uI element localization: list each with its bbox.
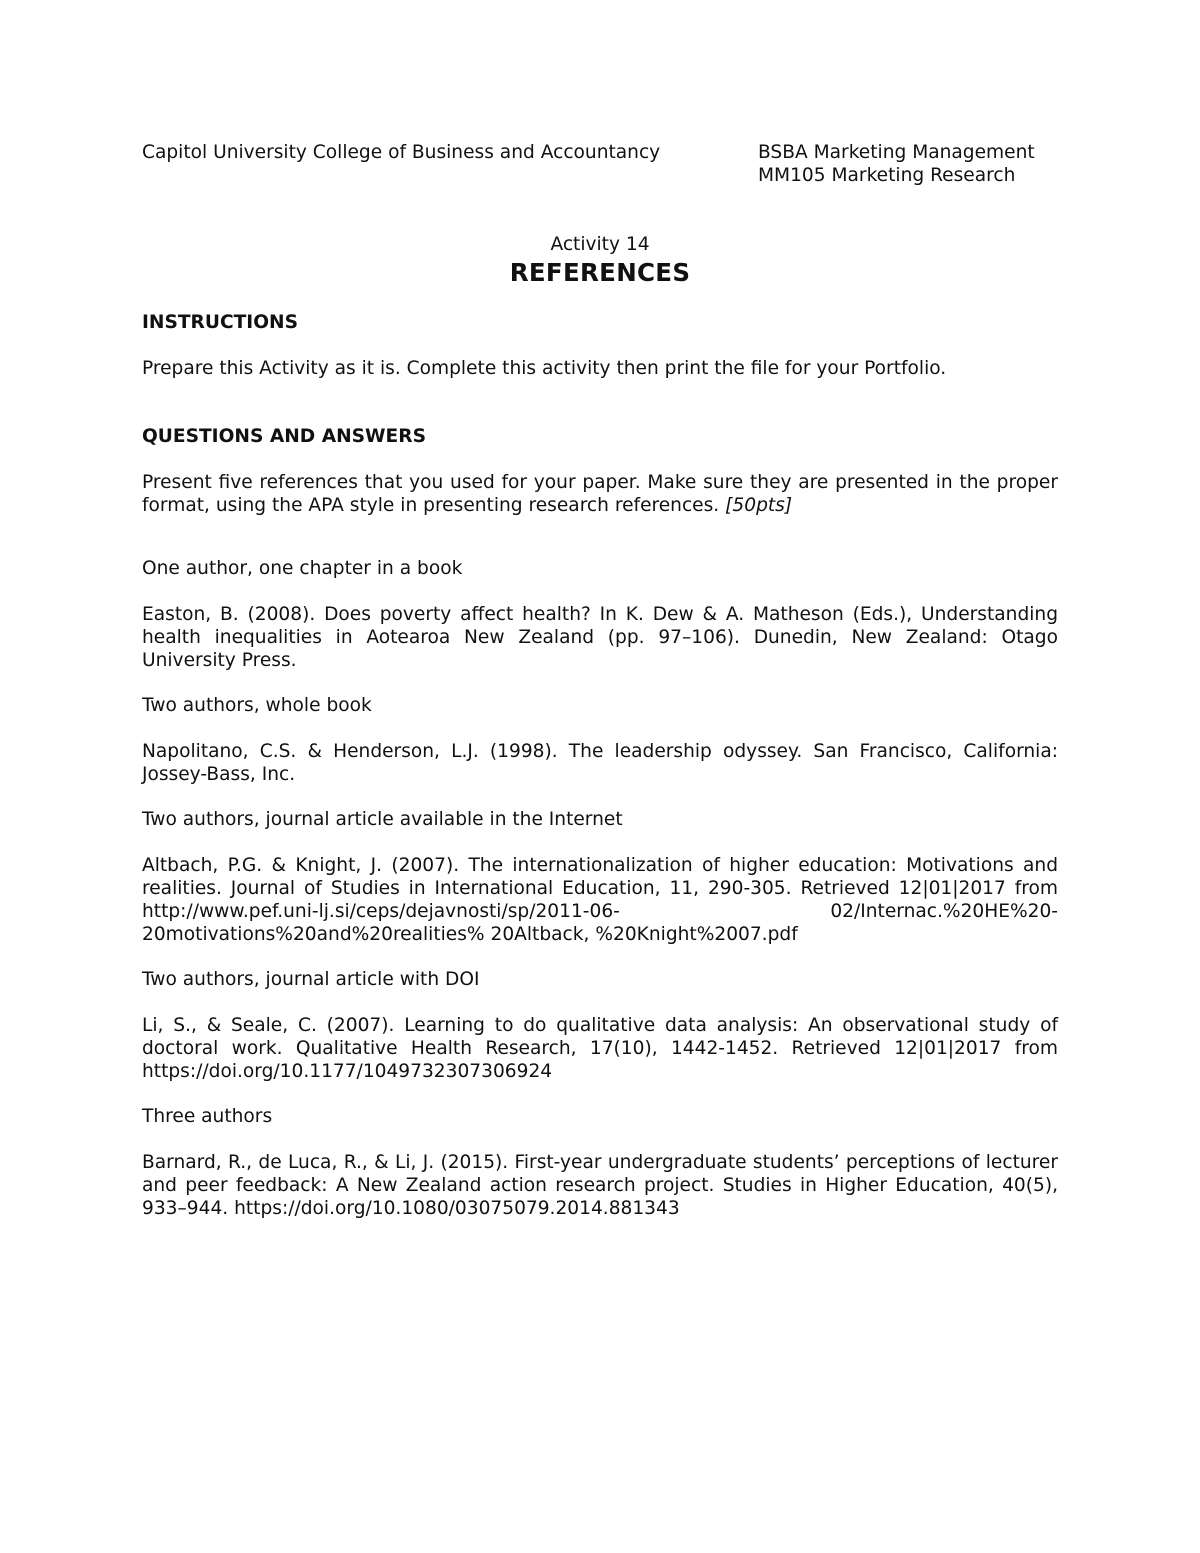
page-title: REFERENCES [509,258,691,287]
instructions-text: Prepare this Activity as it is. Complete this activity then print the file for your Portfolio. [142,358,947,379]
reference-entry: Li, S., & Seale, C. (2007). Learning to do qualitative data analysis: An observational study of doctoral work. Qualitative Health Research, 17(10), 1442-1452. Retrieved 12|01|2017 from https://doi.org/10.1177/1049732307306924 [142,1015,1058,1082]
questions-prompt [142,471,1058,517]
course-info [758,141,1058,187]
reference-entry: Barnard, R., de Luca, R., & Li, J. (2015). First-year undergraduate students’ perceptions of lecturer and peer feedback: A New Zealand action research project. Studies in Higher Education, 40(5), 933–944. https://doi.org/10.1080/03075079.2014.881343 [142,1152,1058,1219]
reference-entry: Napolitano, C.S. & Henderson, L.J. (1998). The leadership odyssey. San Francisco, California: Jossey-Bass, Inc. [142,741,1058,785]
reference-item [142,1105,1058,1220]
course-name: MM105 Marketing Research [758,165,1016,186]
reference-category: One author, one chapter in a book [142,558,463,579]
instructions-heading: INSTRUCTIONS [142,312,298,333]
reference-item [142,968,1058,1083]
reference-item [142,694,1058,786]
reference-category: Two authors, whole book [142,695,372,716]
program-name: BSBA Marketing Management [758,142,1035,163]
reference-item [142,808,1058,946]
reference-item [142,557,1058,672]
reference-entry: Altbach, P.G. & Knight, J. (2007). The internationalization of higher education: Motivations and realities. Journal of Studies in International Education, 11, 290-305. Retrieved 12|01|2017 from http://www.pef.uni-lj.si/ceps/dejavnosti/sp/2011-06- 02/Internac.%20HE%20-20motivations%20and%20realities% 20Altback, %20Knight%2007.pdf [142,855,1058,945]
reference-entry: Easton, B. (2008). Does poverty affect health? In K. Dew & A. Matheson (Eds.), Understanding health inequalities in Aotearoa New Zealand (pp. 97–106). Dunedin, New Zealand: Otago University Press. [142,604,1058,671]
reference-category: Two authors, journal article available in the Internet [142,809,623,830]
reference-category: Two authors, journal article with DOI [142,969,480,990]
questions-prompt-text: Present five references that you used for your paper. Make sure they are presented in the proper format, using the APA style in presenting research references. [142,472,1058,516]
institution-name: Capitol University College of Business and Accountancy [142,142,661,163]
reference-category: Three authors [142,1106,273,1127]
points-label: [50pts] [725,495,793,516]
document-header [142,141,1058,187]
activity-label: Activity 14 [550,234,650,255]
reference-list [142,557,1058,1220]
questions-heading: QUESTIONS AND ANSWERS [142,426,426,447]
document-content [142,141,1058,1220]
